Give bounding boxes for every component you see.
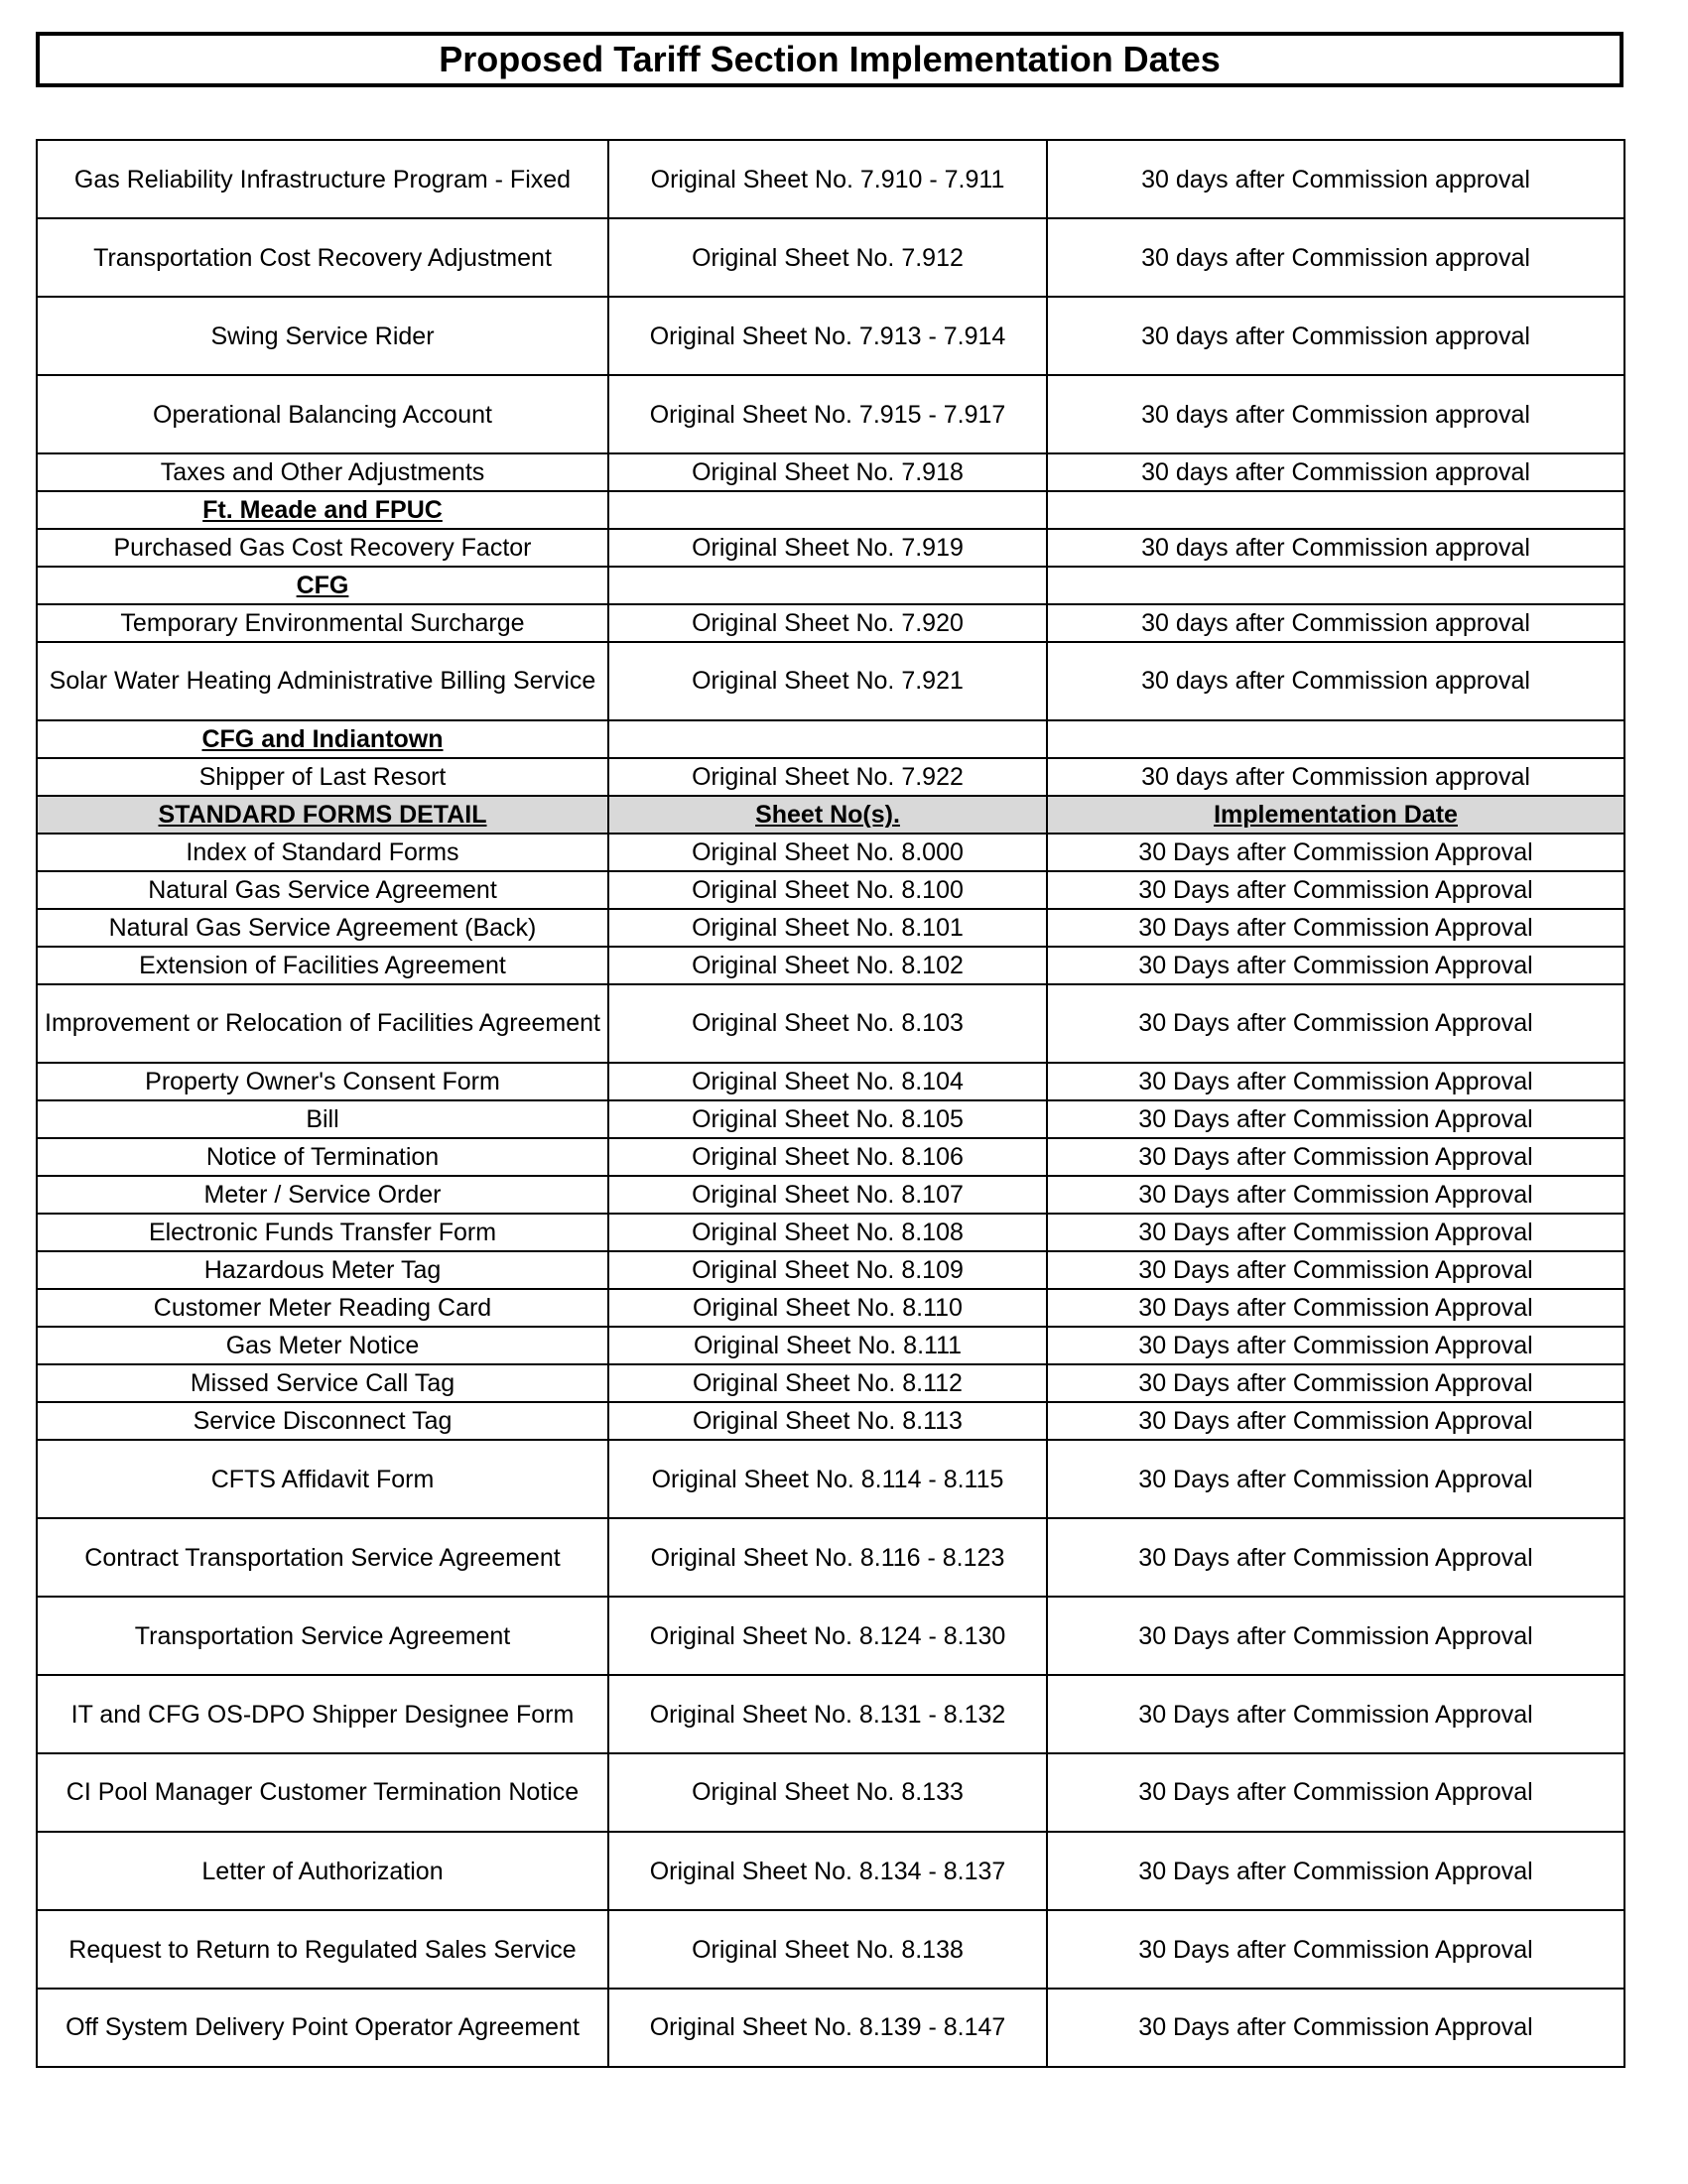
implementation-date-cell: [1047, 1832, 1624, 1910]
implementation-date-text: 30 Days after Commission Approval: [1138, 914, 1533, 942]
sheet-number-text: Original Sheet No. 8.107: [692, 1181, 964, 1209]
implementation-date-text: 30 Days after Commission Approval: [1138, 1778, 1533, 1806]
table-row: [37, 1753, 1624, 1832]
sheet-number-text: Original Sheet No. 8.108: [692, 1219, 964, 1246]
implementation-date-text: 30 days after Commission approval: [1141, 165, 1530, 193]
implementation-date-cell: [1047, 453, 1624, 491]
section-name-text: Index of Standard Forms: [186, 838, 459, 866]
sheet-number-cell: [608, 947, 1047, 984]
section-name-text: Property Owner's Consent Form: [145, 1068, 500, 1095]
section-name-cell: [37, 1910, 608, 1989]
implementation-date-cell: [1047, 1063, 1624, 1100]
sheet-number-text: Original Sheet No. 8.104: [692, 1068, 964, 1095]
implementation-date-text: 30 Days after Commission Approval: [1138, 1700, 1533, 1729]
implementation-date-cell: [1047, 796, 1624, 834]
implementation-date-cell: [1047, 1251, 1624, 1289]
implementation-date-cell: [1047, 1327, 1624, 1364]
implementation-date-text: 30 days after Commission approval: [1141, 667, 1530, 695]
table-row: [37, 758, 1624, 796]
implementation-date-cell: [1047, 1138, 1624, 1176]
section-name-cell: [37, 453, 608, 491]
sheet-number-cell: [608, 1251, 1047, 1289]
section-name-cell: [37, 1440, 608, 1518]
sheet-number-cell: [608, 604, 1047, 642]
table-row: [37, 1289, 1624, 1327]
table-row: [37, 1675, 1624, 1753]
sheet-number-cell: [608, 1289, 1047, 1327]
implementation-date-text: 30 Days after Commission Approval: [1138, 1935, 1533, 1964]
table-row: [37, 1989, 1624, 2067]
table-row: [37, 1100, 1624, 1138]
section-name-text: CFG: [296, 572, 349, 599]
table-row: [37, 1910, 1624, 1989]
sheet-number-cell: [608, 720, 1047, 758]
sheet-number-text: Original Sheet No. 8.124 - 8.130: [649, 1621, 1006, 1650]
section-name-cell: [37, 1832, 608, 1910]
section-name-text: Taxes and Other Adjustments: [160, 458, 485, 486]
implementation-date-cell: [1047, 1989, 1624, 2067]
sheet-number-text: Original Sheet No. 8.134 - 8.137: [649, 1857, 1006, 1885]
section-name-cell: [37, 1518, 608, 1597]
implementation-date-text: 30 Days after Commission Approval: [1138, 1105, 1533, 1133]
tariff-table: [36, 139, 1625, 2068]
implementation-date-text: 30 Days after Commission Approval: [1138, 1332, 1533, 1359]
table-row: [37, 871, 1624, 909]
table-subheading-row: [37, 567, 1624, 604]
sheet-number-cell: [608, 1100, 1047, 1138]
sheet-number-cell: [608, 1327, 1047, 1364]
section-name-cell: [37, 984, 608, 1063]
table-row: [37, 604, 1624, 642]
implementation-date-cell: [1047, 720, 1624, 758]
section-name-cell: [37, 218, 608, 297]
table-subheading-row: [37, 491, 1624, 529]
implementation-date-cell: [1047, 140, 1624, 218]
implementation-date-cell: [1047, 758, 1624, 796]
section-name-text: Letter of Authorization: [201, 1857, 444, 1885]
table-row: [37, 1251, 1624, 1289]
sheet-number-text: Original Sheet No. 8.116 - 8.123: [650, 1543, 1005, 1572]
section-name-text: STANDARD FORMS DETAIL: [158, 801, 487, 829]
sheet-number-text: Original Sheet No. 7.915 - 7.917: [649, 400, 1006, 429]
table-row: [37, 1364, 1624, 1402]
table-row: [37, 1138, 1624, 1176]
section-name-cell: [37, 604, 608, 642]
implementation-date-cell: [1047, 529, 1624, 567]
sheet-number-text: Original Sheet No. 8.131 - 8.132: [649, 1700, 1006, 1729]
sheet-number-cell: [608, 1675, 1047, 1753]
implementation-date-text: 30 Days after Commission Approval: [1138, 1219, 1533, 1246]
implementation-date-text: 30 Days after Commission Approval: [1138, 1294, 1533, 1322]
implementation-date-text: 30 Days after Commission Approval: [1138, 1256, 1533, 1284]
sheet-number-cell: [608, 567, 1047, 604]
table-row: [37, 947, 1624, 984]
sheet-number-cell: [608, 453, 1047, 491]
table-row: [37, 1176, 1624, 1214]
table-row: [37, 1063, 1624, 1100]
sheet-number-text: Original Sheet No. 8.114 - 8.115: [651, 1465, 1004, 1493]
sheet-number-cell: [608, 297, 1047, 375]
table-row: [37, 218, 1624, 297]
section-name-text: Ft. Meade and FPUC: [202, 496, 443, 524]
section-name-cell: [37, 1251, 608, 1289]
sheet-number-text: Original Sheet No. 8.000: [692, 838, 964, 866]
implementation-date-text: 30 days after Commission approval: [1141, 243, 1530, 272]
sheet-number-cell: [608, 1138, 1047, 1176]
sheet-number-text: Original Sheet No. 7.910 - 7.911: [650, 165, 1005, 193]
section-name-cell: [37, 1176, 608, 1214]
implementation-date-cell: [1047, 834, 1624, 871]
section-name-text: Missed Service Call Tag: [190, 1369, 455, 1397]
section-name-text: CFG and Indiantown: [201, 725, 444, 753]
table-row: [37, 529, 1624, 567]
section-name-cell: [37, 871, 608, 909]
sheet-number-cell: [608, 909, 1047, 947]
sheet-number-text: Original Sheet No. 8.138: [692, 1935, 964, 1964]
table-header-row: [37, 796, 1624, 834]
sheet-number-cell: [608, 529, 1047, 567]
section-name-cell: [37, 1138, 608, 1176]
section-name-text: Solar Water Heating Administrative Billing Service: [49, 667, 596, 695]
table-row: [37, 834, 1624, 871]
implementation-date-cell: [1047, 1753, 1624, 1832]
sheet-number-cell: [608, 796, 1047, 834]
implementation-date-text: 30 Days after Commission Approval: [1138, 952, 1533, 979]
table-row: [37, 375, 1624, 453]
table-row: [37, 1597, 1624, 1675]
section-name-cell: [37, 1597, 608, 1675]
section-name-text: Meter / Service Order: [203, 1181, 442, 1209]
sheet-number-cell: [608, 834, 1047, 871]
sheet-number-text: Original Sheet No. 8.111: [693, 1332, 963, 1359]
section-name-text: CI Pool Manager Customer Termination Notice: [65, 1778, 580, 1806]
section-name-text: Extension of Facilities Agreement: [139, 952, 506, 979]
implementation-date-text: 30 days after Commission approval: [1141, 763, 1530, 791]
section-name-text: Service Disconnect Tag: [193, 1407, 453, 1435]
sheet-number-text: Original Sheet No. 8.101: [692, 914, 964, 942]
implementation-date-cell: [1047, 1364, 1624, 1402]
implementation-date-text: 30 Days after Commission Approval: [1138, 1369, 1533, 1397]
implementation-date-text: 30 Days after Commission Approval: [1138, 876, 1533, 904]
sheet-number-cell: [608, 1518, 1047, 1597]
title-box: [36, 32, 1623, 87]
section-name-cell: [37, 1364, 608, 1402]
section-name-text: Improvement or Relocation of Facilities Agreement: [45, 1009, 600, 1037]
sheet-number-text: Original Sheet No. 7.913 - 7.914: [649, 321, 1006, 350]
sheet-number-text: Original Sheet No. 7.920: [692, 609, 964, 637]
section-name-cell: [37, 1753, 608, 1832]
section-name-cell: [37, 529, 608, 567]
table-row: [37, 1327, 1624, 1364]
section-name-cell: [37, 720, 608, 758]
implementation-date-cell: [1047, 491, 1624, 529]
sheet-number-text: Original Sheet No. 8.106: [692, 1143, 964, 1171]
implementation-date-cell: [1047, 984, 1624, 1063]
section-name-cell: [37, 1289, 608, 1327]
implementation-date-text: 30 Days after Commission Approval: [1138, 1009, 1533, 1037]
sheet-number-cell: [608, 1832, 1047, 1910]
implementation-date-cell: [1047, 1518, 1624, 1597]
implementation-date-cell: [1047, 642, 1624, 720]
section-name-cell: [37, 834, 608, 871]
sheet-number-text: Original Sheet No. 7.921: [692, 667, 964, 695]
sheet-number-text: Original Sheet No. 7.918: [692, 458, 964, 486]
sheet-number-cell: [608, 1214, 1047, 1251]
table-row: [37, 1518, 1624, 1597]
sheet-number-cell: [608, 1402, 1047, 1440]
section-name-text: Purchased Gas Cost Recovery Factor: [113, 534, 532, 562]
sheet-number-cell: [608, 1176, 1047, 1214]
implementation-date-cell: [1047, 567, 1624, 604]
section-name-cell: [37, 1402, 608, 1440]
sheet-number-text: Original Sheet No. 8.109: [692, 1256, 964, 1284]
section-name-text: Contract Transportation Service Agreement: [84, 1543, 561, 1572]
implementation-date-cell: [1047, 1289, 1624, 1327]
section-name-cell: [37, 1214, 608, 1251]
table-row: [37, 984, 1624, 1063]
sheet-number-cell: [608, 140, 1047, 218]
table-row: [37, 1440, 1624, 1518]
sheet-number-cell: [608, 1989, 1047, 2067]
sheet-number-text: Original Sheet No. 8.102: [692, 952, 964, 979]
section-name-cell: [37, 758, 608, 796]
section-name-cell: [37, 1063, 608, 1100]
implementation-date-text: 30 days after Commission approval: [1141, 534, 1530, 562]
sheet-number-cell: [608, 642, 1047, 720]
table-row: [37, 1214, 1624, 1251]
section-name-cell: [37, 1327, 608, 1364]
section-name-text: Notice of Termination: [205, 1143, 440, 1171]
implementation-date-text: 30 Days after Commission Approval: [1138, 1407, 1533, 1435]
sheet-number-text: Original Sheet No. 8.110: [693, 1294, 963, 1322]
table-row: [37, 1832, 1624, 1910]
section-name-cell: [37, 491, 608, 529]
implementation-date-text: 30 Days after Commission Approval: [1138, 1857, 1533, 1885]
sheet-number-cell: [608, 1753, 1047, 1832]
implementation-date-text: 30 Days after Commission Approval: [1138, 1621, 1533, 1650]
implementation-date-cell: [1047, 1100, 1624, 1138]
section-name-text: Request to Return to Regulated Sales Service: [68, 1935, 577, 1964]
implementation-date-text: 30 days after Commission approval: [1141, 609, 1530, 637]
sheet-number-cell: [608, 218, 1047, 297]
section-name-text: Natural Gas Service Agreement (Back): [108, 914, 537, 942]
implementation-date-cell: [1047, 218, 1624, 297]
section-name-text: Customer Meter Reading Card: [153, 1294, 492, 1322]
sheet-number-text: Original Sheet No. 8.112: [693, 1369, 963, 1397]
section-name-cell: [37, 796, 608, 834]
section-name-cell: [37, 297, 608, 375]
implementation-date-text: 30 Days after Commission Approval: [1138, 838, 1533, 866]
implementation-date-text: 30 Days after Commission Approval: [1138, 1143, 1533, 1171]
implementation-date-cell: [1047, 909, 1624, 947]
sheet-number-cell: [608, 1597, 1047, 1675]
sheet-number-cell: [608, 491, 1047, 529]
table-row: [37, 297, 1624, 375]
implementation-date-cell: [1047, 1440, 1624, 1518]
section-name-text: Operational Balancing Account: [153, 400, 492, 429]
sheet-number-text: Original Sheet No. 8.105: [692, 1105, 964, 1133]
implementation-date-cell: [1047, 1675, 1624, 1753]
section-name-text: CFTS Affidavit Form: [210, 1465, 435, 1493]
sheet-number-text: Original Sheet No. 8.139 - 8.147: [649, 2013, 1006, 2041]
table-row: [37, 140, 1624, 218]
implementation-date-text: 30 Days after Commission Approval: [1138, 1543, 1533, 1572]
sheet-number-text: Original Sheet No. 7.919: [692, 534, 964, 562]
table-row: [37, 1402, 1624, 1440]
sheet-number-cell: [608, 758, 1047, 796]
section-name-text: Off System Delivery Point Operator Agreement: [65, 2013, 580, 2041]
implementation-date-cell: [1047, 947, 1624, 984]
implementation-date-text: Implementation Date: [1214, 801, 1458, 829]
section-name-cell: [37, 947, 608, 984]
implementation-date-cell: [1047, 604, 1624, 642]
sheet-number-cell: [608, 1063, 1047, 1100]
sheet-number-text: Sheet No(s).: [755, 801, 900, 829]
section-name-text: Hazardous Meter Tag: [203, 1256, 442, 1284]
section-name-cell: [37, 375, 608, 453]
section-name-cell: [37, 1989, 608, 2067]
implementation-date-cell: [1047, 1910, 1624, 1989]
section-name-text: Transportation Cost Recovery Adjustment: [93, 243, 552, 272]
implementation-date-cell: [1047, 375, 1624, 453]
implementation-date-cell: [1047, 1402, 1624, 1440]
implementation-date-text: 30 days after Commission approval: [1141, 400, 1530, 429]
section-name-cell: [37, 1675, 608, 1753]
implementation-date-cell: [1047, 297, 1624, 375]
implementation-date-cell: [1047, 871, 1624, 909]
section-name-text: Gas Reliability Infrastructure Program - Fixed: [73, 165, 572, 193]
sheet-number-cell: [608, 984, 1047, 1063]
section-name-text: IT and CFG OS-DPO Shipper Designee Form: [70, 1700, 575, 1729]
section-name-text: Gas Meter Notice: [225, 1332, 420, 1359]
implementation-date-cell: [1047, 1214, 1624, 1251]
section-name-cell: [37, 140, 608, 218]
tariff-table-body: [37, 140, 1624, 2067]
sheet-number-text: Original Sheet No. 8.100: [692, 876, 964, 904]
section-name-cell: [37, 909, 608, 947]
sheet-number-text: Original Sheet No. 8.113: [693, 1407, 963, 1435]
sheet-number-cell: [608, 375, 1047, 453]
section-name-text: Transportation Service Agreement: [134, 1621, 511, 1650]
section-name-text: Temporary Environmental Surcharge: [120, 609, 525, 637]
implementation-date-cell: [1047, 1597, 1624, 1675]
implementation-date-text: 30 Days after Commission Approval: [1138, 1181, 1533, 1209]
section-name-text: Swing Service Rider: [210, 321, 435, 350]
implementation-date-text: 30 Days after Commission Approval: [1138, 1465, 1533, 1493]
sheet-number-cell: [608, 1364, 1047, 1402]
sheet-number-text: Original Sheet No. 8.133: [692, 1778, 964, 1806]
implementation-date-text: 30 days after Commission approval: [1141, 321, 1530, 350]
table-subheading-row: [37, 720, 1624, 758]
implementation-date-text: 30 days after Commission approval: [1141, 458, 1530, 486]
page-title: Proposed Tariff Section Implementation Dates: [439, 39, 1221, 79]
table-row: [37, 909, 1624, 947]
sheet-number-text: Original Sheet No. 7.922: [692, 763, 964, 791]
sheet-number-cell: [608, 871, 1047, 909]
section-name-text: Natural Gas Service Agreement: [148, 876, 497, 904]
section-name-cell: [37, 1100, 608, 1138]
sheet-number-cell: [608, 1440, 1047, 1518]
implementation-date-text: 30 Days after Commission Approval: [1138, 1068, 1533, 1095]
table-row: [37, 453, 1624, 491]
implementation-date-text: 30 Days after Commission Approval: [1138, 2013, 1533, 2041]
section-name-text: Bill: [306, 1105, 339, 1133]
section-name-text: Electronic Funds Transfer Form: [148, 1219, 497, 1246]
sheet-number-text: Original Sheet No. 8.103: [692, 1009, 964, 1037]
sheet-number-text: Original Sheet No. 7.912: [692, 243, 964, 272]
section-name-cell: [37, 567, 608, 604]
sheet-number-cell: [608, 1910, 1047, 1989]
table-row: [37, 642, 1624, 720]
section-name-text: Shipper of Last Resort: [198, 763, 447, 791]
section-name-cell: [37, 642, 608, 720]
implementation-date-cell: [1047, 1176, 1624, 1214]
